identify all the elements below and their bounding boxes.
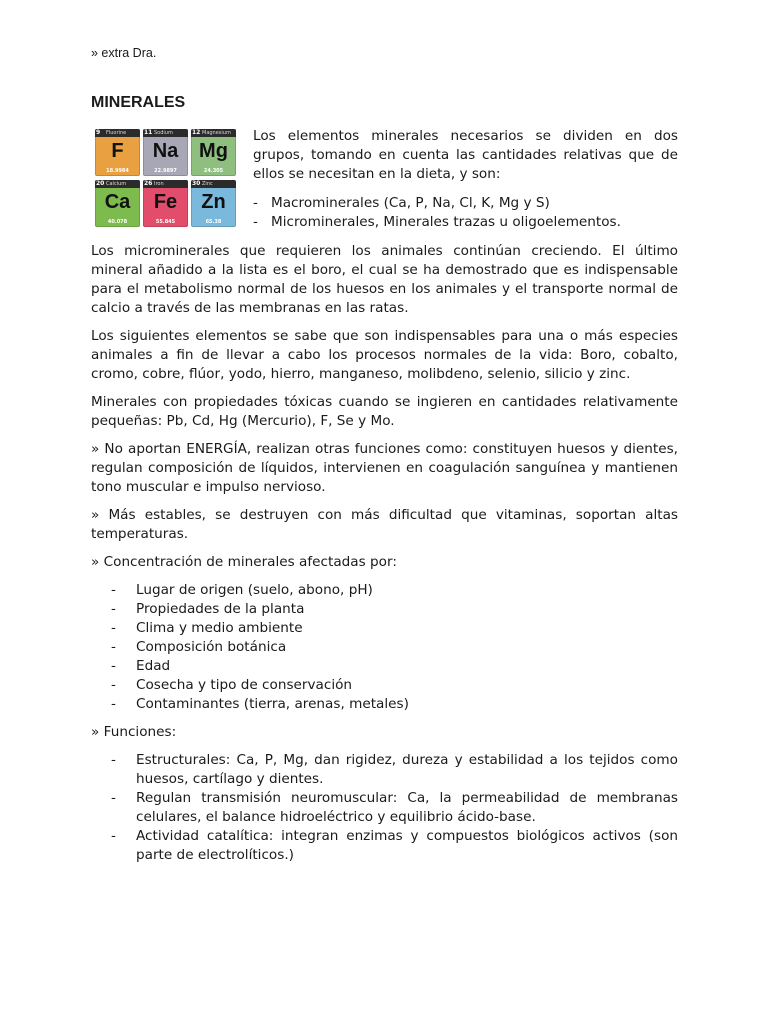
element-number: 11 (144, 129, 153, 136)
element-symbol: Na (152, 140, 179, 162)
element-number: 26 (144, 180, 153, 187)
element-tile-sodium (143, 129, 188, 176)
element-tile-magnesium (191, 129, 236, 176)
element-mass: 65.38 (205, 219, 222, 225)
element-name: Iron (154, 181, 164, 187)
section-title: MINERALES (91, 94, 186, 111)
list-item: - Microminerales, Minerales trazas u oligoelementos. (253, 213, 678, 232)
element-mass: 55.845 (155, 219, 176, 225)
element-symbol: Mg (199, 140, 228, 162)
element-symbol: Fe (153, 191, 178, 213)
list-item: - Actividad catalítica: integran enzimas y compuestos biológicos activos (son parte de electrolíticos.) (111, 827, 678, 865)
paragraph-concentracion: » Concentración de minerales afectadas por: (91, 554, 397, 570)
paragraph-indispensables: Los siguientes elementos se sabe que son indispensables para una o más especies animales a fin de llevar a cabo los procesos normales de la vida: Boro, cobalto, cromo, cobre, flúor, yodo, hierro, manganeso, molibdeno, selenio, silicio y zinc. (91, 328, 678, 382)
element-mass: 40.078 (107, 219, 128, 225)
element-number: 9 (96, 129, 101, 136)
paragraph-energia: » No aportan ENERGÍA, realizan otras funciones como: constituyen huesos y dientes, regulan composición de líquidos, intervienen en coagulación sanguínea y mantienen tono muscular e impulso nervioso. (91, 441, 678, 495)
element-tile-calcium (95, 180, 140, 227)
element-mass: 18.9984 (106, 168, 129, 174)
document-body (91, 242, 678, 874)
element-name: Zinc (202, 181, 213, 187)
list-item: - Cosecha y tipo de conservación (111, 676, 678, 695)
element-mass: 24.305 (203, 168, 224, 174)
element-name: Fluorine (106, 130, 127, 136)
periodic-tiles-image (95, 129, 236, 228)
element-symbol: Zn (201, 191, 226, 213)
element-name: Sodium (154, 130, 173, 136)
list-item: - Edad (111, 657, 678, 676)
element-number: 30 (192, 180, 201, 187)
paragraph-microminerales: Los microminerales que requieren los animales continúan creciendo. El último mineral añadido a la lista es el boro, el cual se ha demostrado que es indispensable para el metabolismo normal de los huesos en los animales y el transporte normal de calcio a través de las membranas en las ratas. (91, 243, 678, 316)
element-number: 20 (96, 180, 105, 187)
header-note: » extra Dra. (91, 46, 157, 60)
element-symbol: F (111, 140, 124, 162)
intro-paragraph: Los elementos minerales necesarios se dividen en dos grupos, tomando en cuenta las cantidades relativas que de ellos se necesitan en la dieta, y son: (253, 128, 678, 182)
list-item: - Lugar de origen (suelo, abono, pH) (111, 581, 678, 600)
factors-list (91, 581, 678, 714)
element-tile-zinc (191, 180, 236, 227)
paragraph-estables: » Más estables, se destruyen con más dificultad que vitaminas, soportan altas temperaturas. (91, 507, 678, 542)
element-tile-fluorine (95, 129, 140, 176)
funciones-list (91, 751, 678, 865)
element-name: Magnesium (202, 130, 231, 136)
list-item: - Estructurales: Ca, P, Mg, dan rigidez, dureza y estabilidad a los tejidos como huesos, cartílago y dientes. (111, 751, 678, 789)
paragraph-toxicos: Minerales con propiedades tóxicas cuando se ingieren en cantidades relativamente pequeñas: Pb, Cd, Hg (Mercurio), F, Se y Mo. (91, 394, 678, 429)
element-symbol: Ca (104, 191, 131, 213)
funciones-heading: » Funciones: (91, 724, 177, 740)
element-name: Calcium (106, 181, 127, 187)
element-number: 12 (192, 129, 201, 136)
element-tile-iron (143, 180, 188, 227)
list-item: - Contaminantes (tierra, arenas, metales) (111, 695, 678, 714)
list-item: - Composición botánica (111, 638, 678, 657)
mineral-groups-list (253, 194, 678, 232)
list-item: - Clima y medio ambiente (111, 619, 678, 638)
list-item: - Propiedades de la planta (111, 600, 678, 619)
list-item: - Macrominerales (Ca, P, Na, Cl, K, Mg y S) (253, 194, 678, 213)
list-item: - Regulan transmisión neuromuscular: Ca, la permeabilidad de membranas celulares, el balance hidroeléctrico y equilibrio ácido-base. (111, 789, 678, 827)
element-mass: 22.9897 (154, 168, 177, 174)
